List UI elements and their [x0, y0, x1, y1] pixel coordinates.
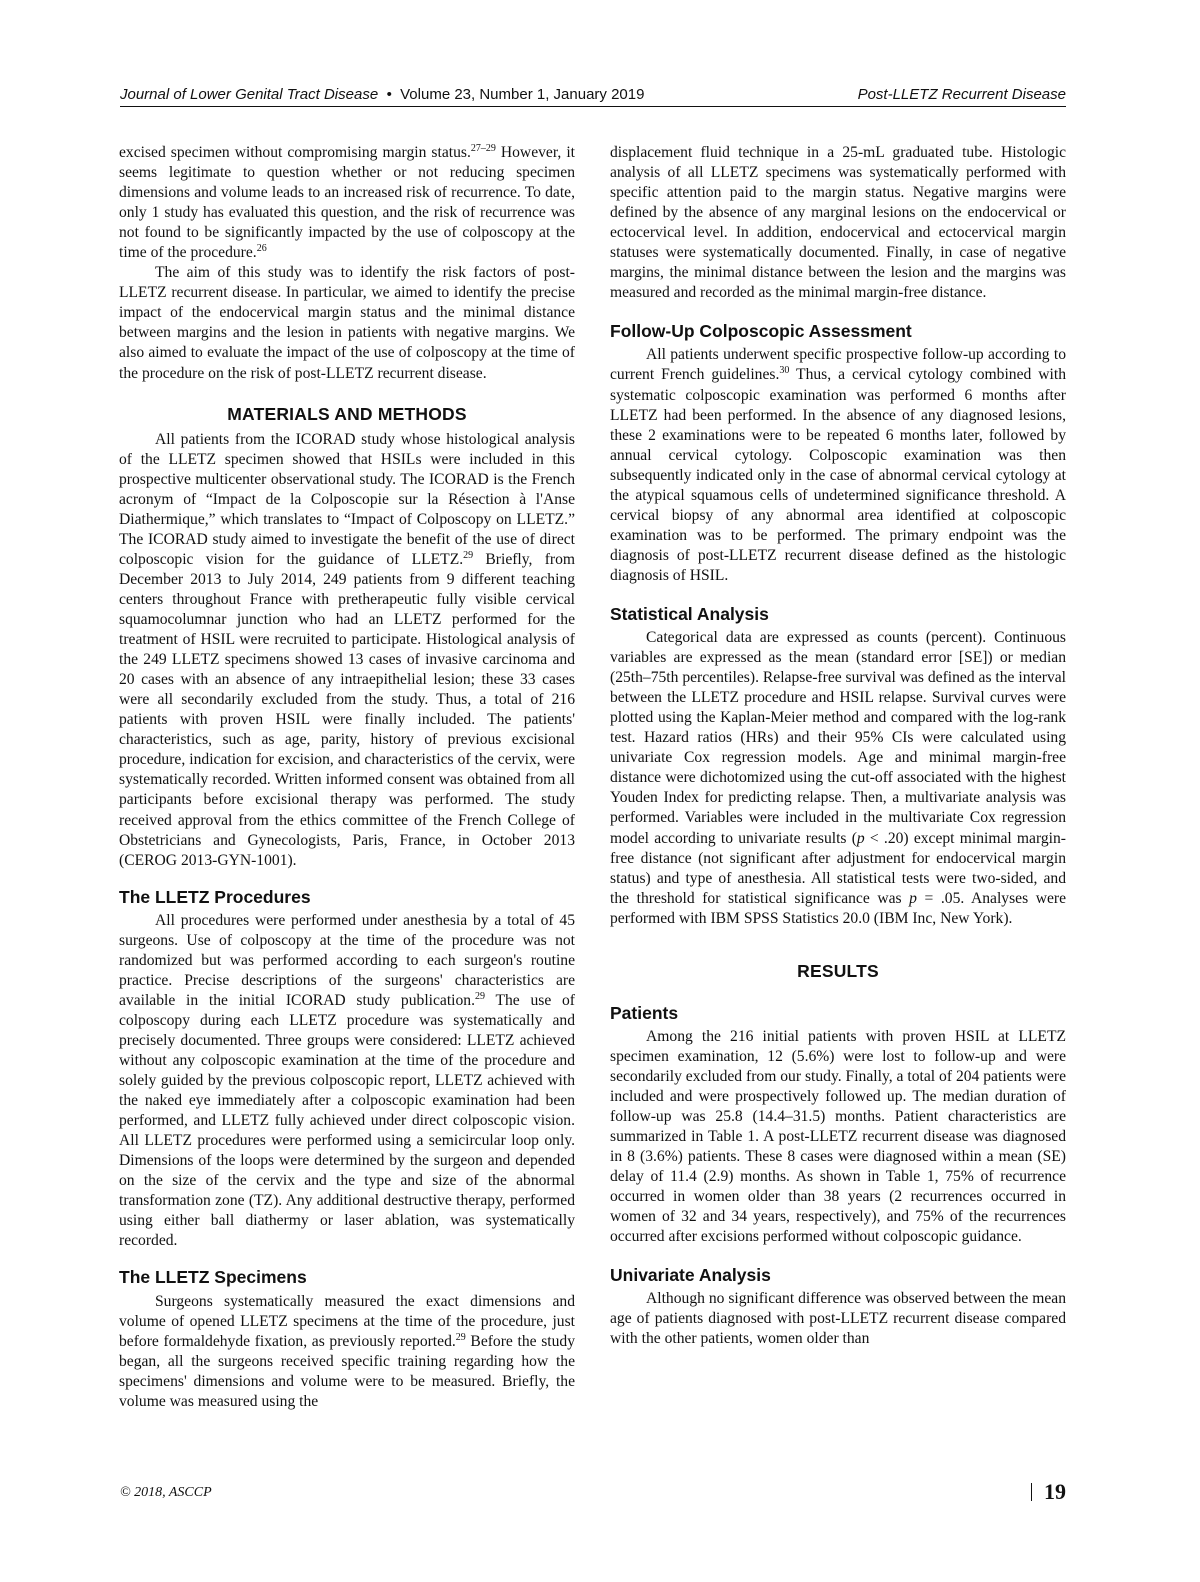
paragraph: All patients underwent specific prospective follow-up according to current French guidelines.$^{30}$ Thus, a cervical cytology combined with systematic colposcopic examination was performed 6 months after LLETZ had been performed. In the absence of any diagnosed lesions, these 2 examinations were to be repeated 6 months later, followed by annual cervical cytology. Colposcopic examination was then subsequently indicated only in the case of abnormal cervical cytology at the atypical squamous cells of undetermined significance threshold. A cervical biopsy of any abnormal area identified at colposcopic examination was to be performed. The primary endpoint was the diagnosis of post-LLETZ recurrent disease defined as the histologic diagnosis of HSIL.: [610, 346, 1066, 584]
running-header: [120, 84, 1066, 107]
paragraph: excised specimen without compromising margin status.$^{27-29}$ However, it seems legitimate to question whether or not reducing specimen dimensions and volume leads to an increased risk of recurrence. To date, only 1 study has evaluated this question, and the risk of recurrence was not found to be significantly impacted by the use of colposcopy at the time of the procedure.$^{26}$: [119, 143, 575, 262]
subsection-heading-univariate: Univariate Analysis: [610, 1265, 771, 1286]
paragraph: Categorical data are expressed as counts (percent). Continuous variables are expressed as the mean (standard error [SE]) or median (25th–75th percentiles). Relapse-free survival was defined as the interval between the LLETZ procedure and HSIL relapse. Survival curves were plotted using the Kaplan-Meier method and compared with the log-rank test. Hazard ratios (HRs) and their 95% CIs were calculated using univariate Cox regression models. Age and minimal margin-free distance were dichotomized using the cut-off associated with the highest Youden Index for predicting relapse. Then, a multivariate analysis was performed. Variables were included in the multivariate Cox regression model according to univariate results (p < .20) except minimal margin-free distance (not significant after adjustment for endocervical margin status) and type of anesthesia. All statistical tests were two-sided, and the threshold for statistical significance was p = .05. Analyses were performed with IBM SPSS Statistics 20.0 (IBM Inc, New York).: [610, 629, 1067, 927]
subsection-heading-procedures: The LLETZ Procedures: [119, 886, 311, 907]
section-heading-results: RESULTS: [797, 960, 879, 981]
subsection-heading-specimens: The LLETZ Specimens: [119, 1267, 307, 1288]
section-heading-methods: MATERIALS AND METHODS: [227, 403, 467, 424]
paragraph: The aim of this study was to identify the risk factors of post-LLETZ recurrent disease. In particular, we aimed to identify the precise impact of the endocervical margin status and the minimal distance between margins and the lesion in patients with negative margins. We also aimed to evaluate the impact of the use of colposcopy at the time of the procedure on the risk of post-LLETZ recurrent disease.: [119, 264, 575, 382]
left-column: [119, 143, 575, 1412]
paragraph: displacement fluid technique in a 25-mL graduated tube. Histologic analysis of all LLETZ specimens was systematically performed with specific attention paid to the margin status. Negative margins were defined by the absence of any marginal lesions on the endocervical or ectocervical level. In addition, endocervical and ectocervical margin statuses were systematically documented. Finally, in case of negative margins, the minimal distance between the lesion and the margins was measured and recorded as the minimal margin-free distance.: [610, 144, 1066, 302]
paragraph: All procedures were performed under anesthesia by a total of 45 surgeons. Use of colposcopy at the time of the procedure was not randomized but was performed according to each surgeon's routine practice. Precise descriptions of the surgeons' characteristics are available in the initial ICORAD study publication.$^{29}$ The use of colposcopy during each LLETZ procedure was systematically and precisely documented. Three groups were considered: LLETZ achieved without any colposcopic examination at the time of the procedure and solely guided by the previous colposcopic report, LLETZ achieved with the naked eye immediately after a colposcopic examination had been performed, and LLETZ fully achieved under direct colposcopic vision. All LLETZ procedures were performed using a semicircular loop only. Dimensions of the loops were determined by the surgeon and depended on the size of the cervix and the type and size of the abnormal transformation zone (TZ). Any additional destructive therapy, performed using either ball diathermy or laser ablation, was systematically recorded.: [119, 911, 576, 1250]
divider: [1031, 1483, 1033, 1501]
copyright-notice: © 2018, ASCCP: [120, 1485, 212, 1500]
paragraph: All patients from the ICORAD study whose histological analysis of the LLETZ specimen showed that HSILs were included in this prospective multicenter observational study. The ICORAD is the French acronym of “Impact de la Colposcopie sur la Résection à l'Anse Diathermique,” which translates to “Impact of Colposcopy on LLETZ.” The ICORAD study aimed to investigate the benefit of the use of direct colposcopic vision for the guidance of LLETZ.$^{29}$ Briefly, from December 2013 to July 2014, 249 patients from 9 different teaching centers throughout France with pretherapeutic fully visible cervical squamocolumnar junction who had an LLETZ performed for the treatment of HSIL were recruited to participate. Histological analysis of the 249 LLETZ specimens showed 13 cases of invasive carcinoma and 20 cases with an absence of any intraepithelial lesion; these 33 cases were all secondarily excluded from the study. Thus, a total of 216 patients with proven HSIL were finally included. The patients' characteristics, such as age, parity, history of previous excisional procedure, indication for excision, and characteristics of the cervix, were systematically recorded. Written informed consent was obtained from all participants before excisional therapy was performed. The study received approval from the ethics committee of the French College of Obstetricians and Gynecologists, Paris, France, in October 2013 (CEROG 2013-GYN-1001).: [119, 430, 576, 869]
subsection-heading-patients: Patients: [610, 1002, 679, 1023]
paragraph: Surgeons systematically measured the exact dimensions and volume of opened LLETZ specimens at the time of the procedure, just before formaldehyde fixation, as previously reported.$^{29}$ Before the study began, all the surgeons received specific training regarding how the specimens' dimensions and volume were to be measured. Briefly, the volume was measured using the: [119, 1292, 575, 1410]
subsection-heading-followup: Follow-Up Colposcopic Assessment: [610, 321, 912, 342]
paragraph: Among the 216 initial patients with proven HSIL at LLETZ specimen examination, 12 (5.6%) were lost to follow-up and were secondarily excluded from our study. Finally, a total of 204 patients were included and were prospectively followed up. The median duration of follow-up was 25.8 (14.4–31.5) months. Patient characteristics are summarized in Table 1. A post-LLETZ recurrent disease was diagnosed in 8 (3.6%) patients. These 8 cases were diagnosed within a mean (SE) delay of 11.4 (2.9) months. As shown in Table 1, 75% of recurrence occurred in women older than 38 years (2 recurrences occurred in women of 32 and 34 years, respectively), and 75% of the recurrences occurred after excisions performed without colposcopic guidance.: [610, 1027, 1066, 1246]
running-title: Post-LLETZ Recurrent Disease: [857, 86, 1066, 103]
right-column: [610, 143, 1066, 1350]
page-number: 19: [1031, 1479, 1067, 1505]
paragraph: Although no significant difference was observed between the mean age of patients diagnosed with post-LLETZ recurrent disease compared with the other patients, women older than: [610, 1290, 1066, 1348]
journal-citation: Journal of Lower Genital Tract Disease • Volume 23, Number 1, January 2019: [120, 86, 645, 103]
subsection-heading-statistics: Statistical Analysis: [610, 603, 769, 624]
